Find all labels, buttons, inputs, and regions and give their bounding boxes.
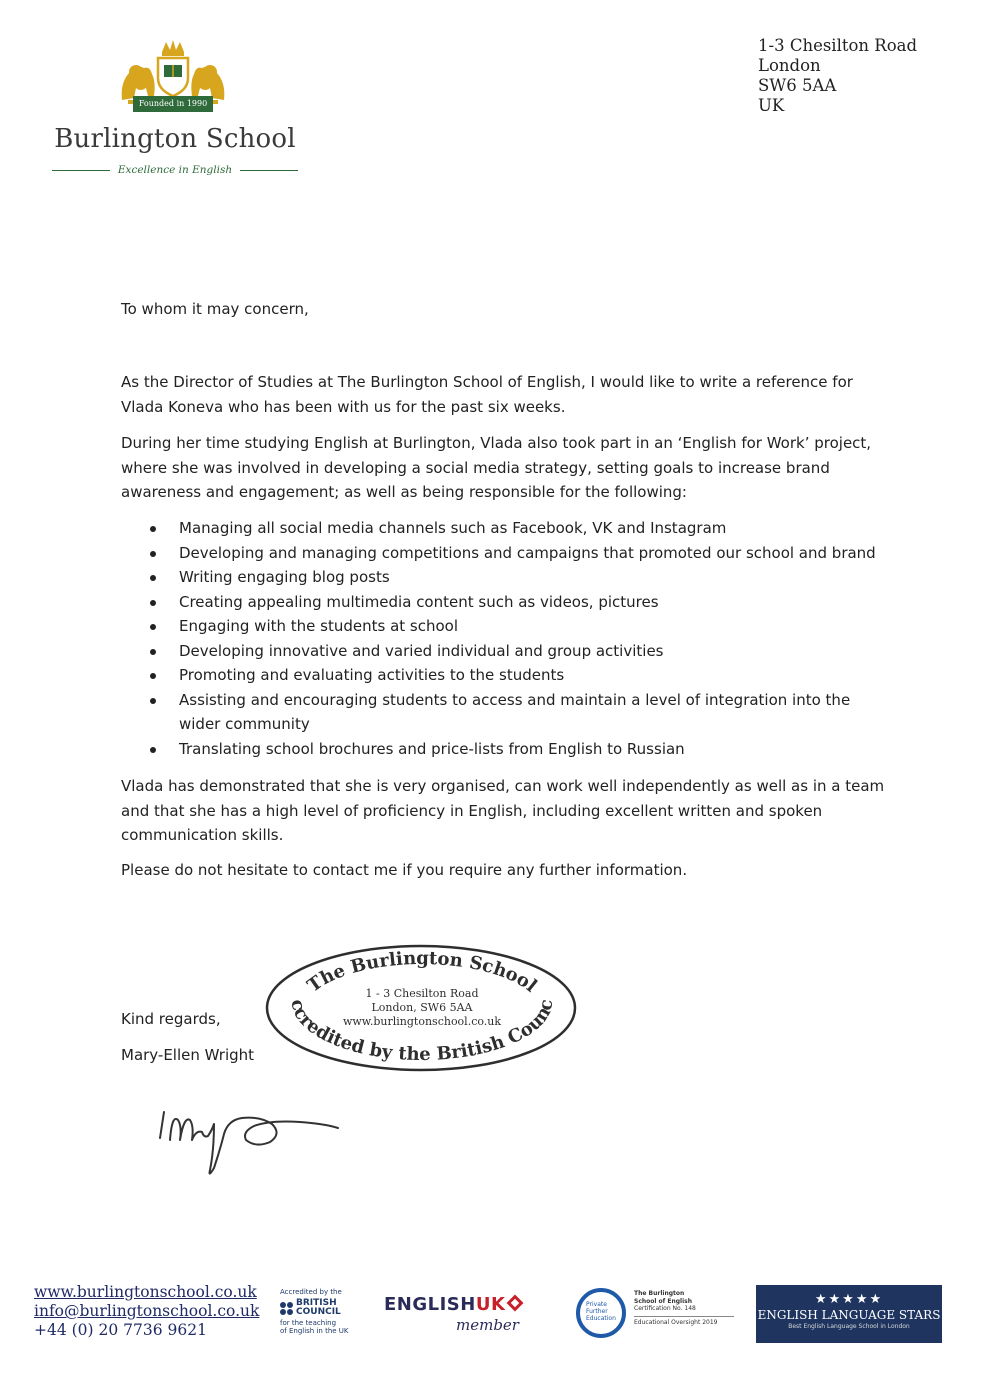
signer-name: Mary-Ellen Wright bbox=[121, 1046, 255, 1064]
footer-contact bbox=[34, 1283, 259, 1340]
euk-member: member bbox=[456, 1316, 519, 1334]
stamp-line: London, SW6 5AA bbox=[371, 1001, 473, 1014]
stars-icon: ★★★★★ bbox=[814, 1292, 884, 1307]
salutation: To whom it may concern, bbox=[121, 300, 309, 318]
english-uk-logo bbox=[384, 1294, 554, 1315]
list-item bbox=[121, 590, 881, 615]
bc-name-1: BRITISH bbox=[296, 1298, 337, 1308]
paragraph-project bbox=[121, 431, 881, 505]
school-address bbox=[758, 36, 958, 116]
paragraph-line: Vlada has demonstrated that she is very organised, can work well independently as well as in a team bbox=[121, 777, 885, 795]
tagline-divider-right bbox=[240, 170, 298, 171]
founded-banner: Founded in 1990 bbox=[133, 96, 213, 112]
email-link[interactable]: info@burlingtonschool.co.uk bbox=[34, 1302, 260, 1320]
signature-icon bbox=[150, 1090, 370, 1186]
british-council-badge bbox=[280, 1288, 360, 1335]
stamp-bottom-text: ccredited by the British Counc bbox=[286, 997, 558, 1066]
list-item bbox=[121, 663, 881, 688]
ppe-ring-text bbox=[586, 1301, 616, 1322]
bc-subtitle-1: for the teaching bbox=[280, 1319, 337, 1327]
address-line: SW6 5AA bbox=[758, 76, 837, 95]
responsibilities-list bbox=[121, 516, 881, 761]
closing: Kind regards, bbox=[121, 1010, 221, 1028]
list-item-text: Developing and managing competitions and campaigns that promoted our school and brand bbox=[179, 543, 876, 562]
bc-subtitle-2: of English in the UK bbox=[280, 1327, 349, 1335]
list-item bbox=[121, 516, 881, 541]
list-item-text: Promoting and evaluating activities to the students bbox=[179, 666, 565, 684]
paragraph-line: and that she has a high level of proficiency in English, including excellent written and spoken bbox=[121, 801, 823, 820]
els-title: ENGLISH LANGUAGE STARS bbox=[757, 1308, 941, 1322]
english-language-stars-badge bbox=[756, 1285, 942, 1343]
list-item bbox=[121, 541, 881, 566]
list-item bbox=[121, 688, 881, 737]
euk-uk: UK bbox=[475, 1294, 506, 1315]
list-item bbox=[121, 639, 881, 664]
paragraph-line: During her time studying English at Burlington, Vlada also took part in an ‘English for Work’ project, bbox=[121, 434, 872, 452]
paragraph-line: As the Director of Studies at The Burlington School of English, I would like to write a reference for bbox=[121, 373, 853, 391]
list-item-text: Assisting and encouraging students to access and maintain a level of integration into the bbox=[179, 690, 851, 709]
list-item-text: Creating appealing multimedia content such as videos, pictures bbox=[179, 592, 659, 611]
ppe-ring-line: Further bbox=[586, 1308, 608, 1315]
english-uk-badge bbox=[384, 1294, 554, 1334]
ppe-line: Certification No. 148 bbox=[634, 1305, 696, 1312]
paragraph-line: awareness and engagement; as well as being responsible for the following: bbox=[121, 483, 687, 501]
paragraph-line: communication skills. bbox=[121, 826, 284, 844]
paragraph-assessment bbox=[121, 774, 885, 848]
list-item-text: Writing engaging blog posts bbox=[179, 568, 390, 586]
stamp-top-text: The Burlington School bbox=[303, 947, 541, 997]
list-item bbox=[121, 565, 881, 590]
tagline: Excellence in English bbox=[117, 164, 233, 176]
ppe-line: School of English bbox=[634, 1297, 692, 1305]
ppe-details bbox=[634, 1290, 734, 1326]
els-subtitle: Best English Language School in London bbox=[788, 1323, 910, 1330]
paragraph-contact: Please do not hesitate to contact me if you require any further information. bbox=[121, 861, 688, 879]
ppe-ring-line: Education bbox=[586, 1315, 616, 1322]
school-stamp bbox=[262, 942, 580, 1074]
ppe-badge bbox=[576, 1288, 736, 1342]
bc-dots-icon bbox=[280, 1302, 293, 1315]
paragraph-intro bbox=[121, 370, 881, 419]
stamp-line: www.burlingtonschool.co.uk bbox=[342, 1015, 502, 1028]
tagline-divider-left bbox=[52, 170, 110, 171]
list-item-text: Managing all social media channels such as Facebook, VK and Instagram bbox=[179, 519, 727, 537]
bc-logo bbox=[280, 1299, 360, 1317]
list-item-text: Translating school brochures and price-lists from English to Russian bbox=[179, 739, 685, 758]
phone-number: +44 (0) 20 7736 9621 bbox=[34, 1321, 207, 1339]
paragraph-line: Vlada Koneva who has been with us for the past six weeks. bbox=[121, 397, 566, 416]
stamp-address bbox=[342, 987, 502, 1029]
tagline-row bbox=[52, 162, 298, 178]
diamond-icon bbox=[507, 1295, 524, 1312]
school-name: Burlington School bbox=[54, 124, 296, 154]
school-logo bbox=[52, 38, 298, 183]
bc-accredited: Accredited by the bbox=[280, 1288, 342, 1296]
stamp-line: 1 - 3 Chesilton Road bbox=[365, 987, 479, 1000]
bc-name-2: COUNCIL bbox=[296, 1307, 341, 1317]
euk-english: ENGLISH bbox=[384, 1294, 476, 1315]
list-item-text: Engaging with the students at school bbox=[179, 617, 459, 635]
ppe-ring-line: Private bbox=[586, 1301, 607, 1308]
ppe-line: Educational Oversight 2019 bbox=[634, 1316, 734, 1327]
list-item bbox=[121, 737, 881, 762]
ppe-line: The Burlington bbox=[634, 1290, 685, 1297]
address-line: 1-3 Chesilton Road bbox=[758, 36, 918, 55]
list-item-text: Developing innovative and varied individual and group activities bbox=[179, 641, 664, 660]
website-link[interactable]: www.burlingtonschool.co.uk bbox=[34, 1283, 257, 1301]
paragraph-line: where she was involved in developing a social media strategy, setting goals to increase brand bbox=[121, 458, 830, 477]
list-item-continuation: wider community bbox=[179, 715, 310, 733]
list-item bbox=[121, 614, 881, 639]
address-line: London bbox=[758, 56, 821, 75]
address-line: UK bbox=[758, 96, 785, 115]
